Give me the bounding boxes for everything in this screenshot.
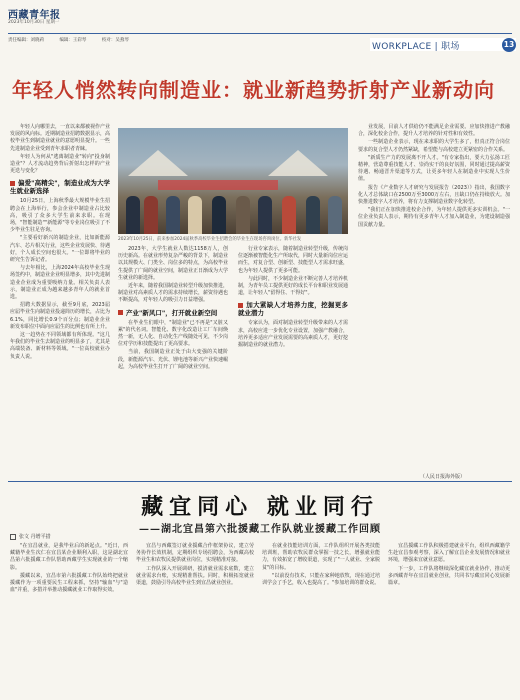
credit-proof: 校对：吴燕琴 bbox=[101, 38, 129, 43]
main-headline: 年轻人悄然转向制造业：就业新趋势折射产业新动向 bbox=[12, 78, 495, 102]
paragraph: "在宜昌就业，是我毕业后的新起点。"近日，西藏籍毕业生次仁在宜昌某企业顺利入职，这是湖北宜昌第六批援藏工作队帮助西藏学生实现就业的一个缩影。 bbox=[10, 543, 128, 571]
article2-column-4 bbox=[388, 543, 510, 588]
paragraph: 当前，我国制造业正处于由大变强的关键阶段，新能源汽车、光伏、锂电池等新兴产业快速崛起，为高校毕业生打开了广阔的就业空间。 bbox=[118, 349, 229, 370]
paragraph: 10月25日，上海秋季最大规模毕业生招聘会在上海举行，参会企业中制造业占比较高，吸引了众多大学生前来求职。在现场，"智能制造""新能源"等专业岗位吸引了不少毕业生驻足咨询。 bbox=[10, 198, 110, 234]
article-divider bbox=[8, 481, 512, 482]
paragraph: "我们正在加快推进校企合作，为年轻人提供更多实训机会。"一位企业负责人表示，期待有更多青年人才加入制造业，为建设制造强国贡献力量。 bbox=[358, 207, 510, 228]
paragraph: 业发展，目前人才供给仍不能满足企业需要。应加快推进产教融合，深化校企合作，提升人才培养的针对性和有效性。 bbox=[358, 124, 510, 138]
paragraph: 与此同时，不少制造企业不断完善人才培养机制，为青年员工提供更好的成长平台和职业发展通道，让年轻人"留得住、干得好"。 bbox=[238, 275, 349, 297]
credit-design: 编辑：王彩琴 bbox=[59, 38, 87, 43]
article-column-3 bbox=[238, 246, 348, 350]
paragraph: 招聘大数据显示，截至9月底，2023届应届毕业生向制造业投递简历的增长，占比为6.1%，同比增长0.9个百分点；制造业企业新发布职位中面向应届生的比例也有所上升。 bbox=[10, 302, 111, 330]
article-column-2 bbox=[118, 246, 228, 372]
paragraph: 工作队深入开展调研，摸清就业需求底数，建立就业需求台账，实现精准帮扶。同时，积极拓宽就业渠道，鼓励引导高校毕业生到宜昌就业创业。 bbox=[136, 565, 254, 587]
paragraph: 报告《产业数字人才研究与发展报告（2023）》指出，我国数字化人才总体缺口在2500万至3000万左右，且缺口仍在持续放大。加快推进数字人才培养，将有力支撑制造业数字化转型。 bbox=[358, 184, 510, 206]
section-tab bbox=[370, 38, 516, 51]
news-photo bbox=[118, 128, 348, 234]
issue-date: 2023年10月30日 星期一 bbox=[8, 20, 60, 25]
article-column-1 bbox=[10, 124, 110, 362]
article2-subtitle: ——湖北宜昌第六批援藏工作队就业援藏工作回顾 bbox=[139, 524, 381, 535]
paragraph: 这一趋势在不同领域都有所体现。"这几年我们的毕业生去制造业的明显多了，尤其是高端装备、新材料等领域。"一位高校就业办负责人说。 bbox=[10, 332, 111, 360]
article2-byline: 张文 丹增平措 bbox=[10, 533, 51, 540]
newspaper-logo: 西藏青年报 bbox=[8, 10, 61, 21]
editor-credits bbox=[8, 37, 143, 43]
source-note: （人民日报海外版） bbox=[420, 474, 466, 480]
paragraph: 一些制造企业表示，现在来求职的大学生多了，但真正符合岗位要求的复合型人才仍然紧缺，希望能与高校建立更紧密的合作关系。 bbox=[358, 139, 510, 153]
byline-box-icon bbox=[10, 534, 16, 540]
paragraph: 年轻人为何从"逃离制造业"转向"投身制造业"？人才流动趋势背后折射出怎样的产业更迭与变化？ bbox=[10, 153, 110, 175]
article2-column-2 bbox=[136, 543, 254, 588]
subhead-marker-icon bbox=[118, 310, 123, 315]
article2-title: 藏宜同心 就业同行 bbox=[141, 494, 379, 520]
credit-editor: 责任编辑：刘晓莉 bbox=[8, 38, 44, 43]
paragraph: 专家认为，面对制造业转型升级带来的人才需求，高校应进一步优化专业设置，加强产教融合，培养更多适应产业发展需要的高素质人才，更好挖掘制造业的就业潜力。 bbox=[238, 320, 349, 349]
paragraph: 宜昌与西藏签订就业援藏合作框架协议，建立劳务协作长效机制，定期组织专场招聘会，为西藏高校毕业生和农牧民提供就业岗位，实现精准对接。 bbox=[136, 543, 254, 564]
paragraph: "主要看好新兴的制造企业，比如新能源汽车、芯片相关行业，这些企业发展快、待遇好，个人成长空间也很大。"一位即将毕业的研究生告诉记者。 bbox=[10, 235, 111, 264]
section-label: WORKPLACE | 职场 bbox=[372, 42, 460, 52]
paragraph: 下一步，工作队将继续深化藏宜就业协作，推动更多西藏青年在宜昌就业创业，共同书写藏宜同心发展新篇章。 bbox=[388, 565, 510, 587]
masthead-rule bbox=[8, 33, 512, 34]
paragraph: "新质生产力的发展离不开人才。"有专家指出，要大力弘扬工匠精神，营造尊重技能人才、崇尚实干的良好氛围，同时通过提高薪资待遇、畅通晋升渠道等方式，让更多年轻人在制造业中实现人生价值。 bbox=[358, 154, 510, 183]
paragraph: 年轻人向哪里去，一直以来都被视作产业发展的风向标。近期制造业招聘数据显示，高校毕业生到制造业就业的意愿明显提升。一些先进制造企业受到青年求职者青睐。 bbox=[10, 124, 111, 152]
paragraph: 近年来，随着我国制造业转型升级加快推进，制造业对高素质人才的需求持续增长，薪资待遇也不断提高，对年轻人的吸引力日益增强。 bbox=[118, 283, 229, 304]
paragraph: 宜昌援藏工作队积极搭建就业平台，组织西藏籍学生赴宜昌参观考察，深入了解宜昌企业发展情况和就业环境，增强来宜就业意愿。 bbox=[388, 543, 510, 564]
subhead-marker-icon bbox=[238, 303, 243, 308]
page-number: 13 bbox=[502, 38, 516, 52]
photo-caption: 2023年10月25日，前来参加2024届秋季高校毕业生招聘会的毕业生在现场咨询岗位。新华社发 bbox=[118, 237, 302, 242]
paragraph: 在就业技能培训方面，工作队组织开展各类技能培训班，帮助农牧民群众掌握一技之长，增强就业能力，有效拓宽了增收渠道，实现了"一人就业、全家脱贫"的目标。 bbox=[262, 543, 380, 571]
paragraph: 行业专家表示，随着制造业转型升级，传统岗位逐渐被智能化生产所取代，同时大量新岗位应运而生，对复合型、创新型、技能型人才需求旺盛，也为年轻人提供了更多可能。 bbox=[238, 246, 349, 274]
article-column-4 bbox=[358, 124, 510, 230]
paragraph: 在毕业生们眼中，"制造业"已不再是"又脏又累"的代名词。智能化、数字化改造让工厂车间焕然一新，无人化、自动化生产线随处可见，不少岗位对学历和技能提出了更高要求。 bbox=[118, 319, 229, 348]
paragraph: 与去年相比，上海2024年高校毕业生现场签约中，制造业企业明显增多，其中先进制造业企业成为重要吸纳力量。相关负责人表示，制造业正成为越来越多青年人的就业首选。 bbox=[10, 265, 111, 301]
subhead-marker-icon bbox=[10, 181, 15, 186]
paragraph: 2023年，大学生就业人数达1158万人，创历史新高。在就业形势复杂严峻的背景下，制造业以其规模大、门类全、岗位多的特点，为高校毕业生提供了广阔的就业空间，制造业正日渐成为大学生就业的新选择。 bbox=[118, 246, 229, 281]
article2-column-3 bbox=[262, 543, 380, 588]
paragraph: 援藏以来，宜昌市第六批援藏工作队始终把就业援藏作为一项重要民生工程来抓，坚持"输血"与"造血"并重，多措并举推动援藏就业工作取得实效。 bbox=[10, 572, 128, 594]
subhead: 偏爱"高精尖"，制造业成为大学生就业新选择 bbox=[10, 179, 110, 196]
paragraph: "以前没有技术，只能在家种地放牧，现在通过培训学会了手艺，收入也提高了。"参加培训的群众说。 bbox=[262, 572, 380, 587]
article2-column-1 bbox=[10, 543, 128, 595]
subhead: 产业"新风口"，打开就业新空间 bbox=[118, 309, 228, 317]
subhead: 加大紧缺人才培养力度，挖掘更多就业潜力 bbox=[238, 301, 348, 318]
